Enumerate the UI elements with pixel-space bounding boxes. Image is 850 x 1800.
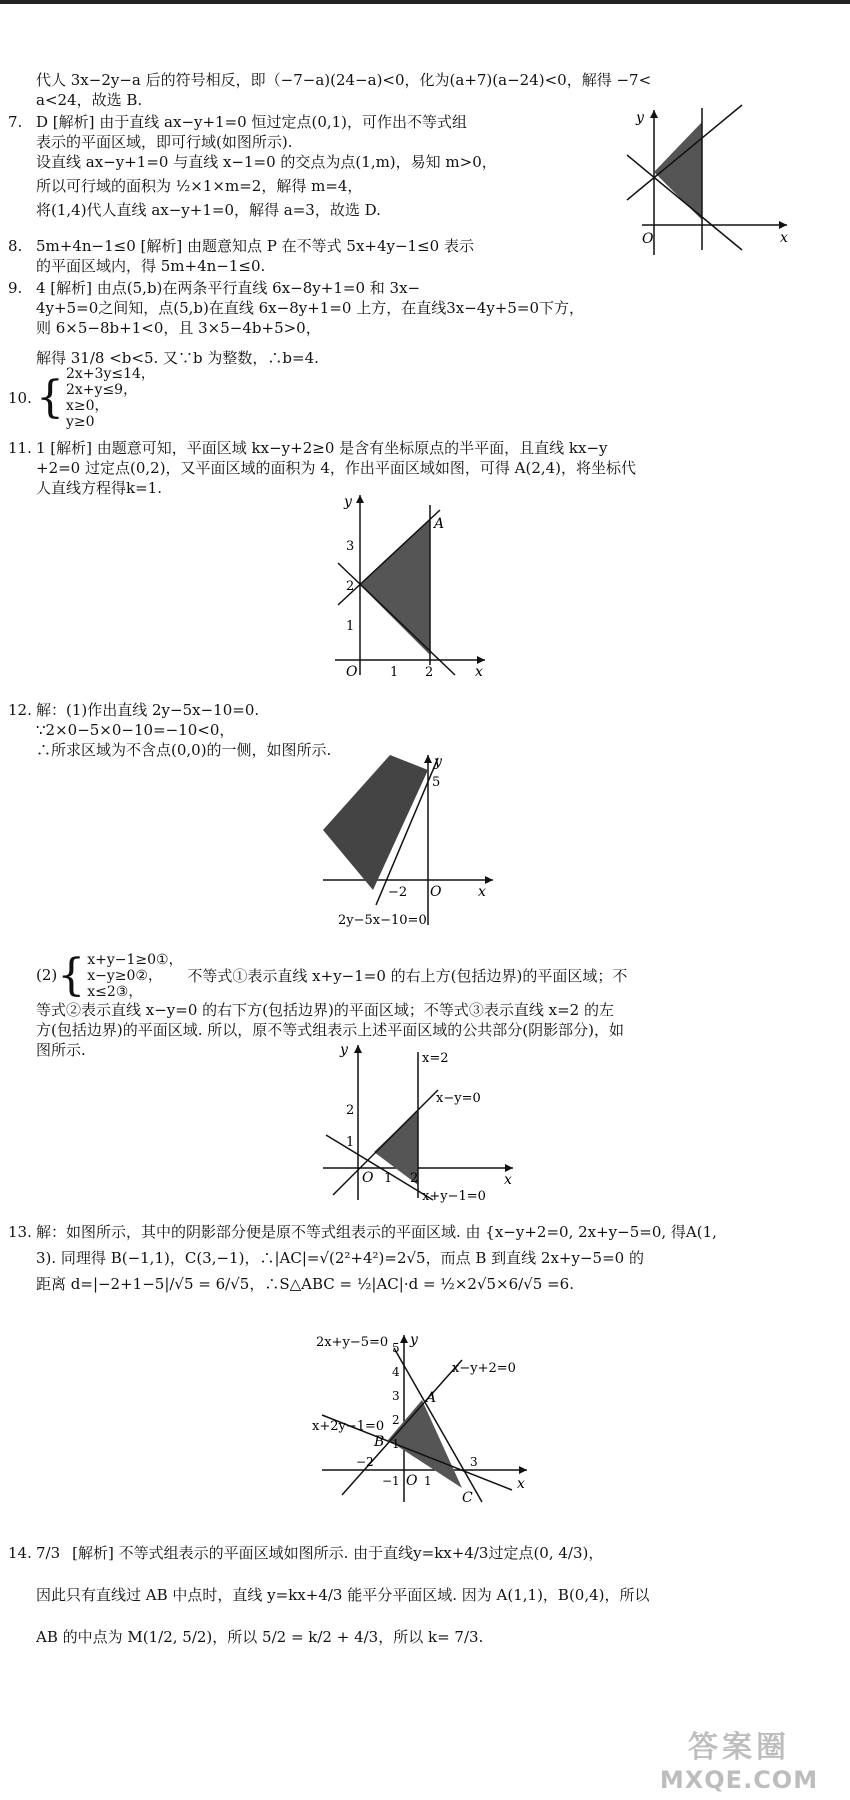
brace-icon: { bbox=[57, 950, 86, 1001]
text-line: 因此只有直线过 AB 中点时，直线 y=kx+4/3 能平分平面区域. 因为 A(1,1)，B(0,4)，所以 bbox=[36, 1586, 650, 1604]
problem-number: 7. bbox=[8, 113, 23, 131]
solution-14 bbox=[8, 1540, 798, 1650]
tick-label: 1 bbox=[424, 1474, 432, 1488]
problem-number: 13. bbox=[8, 1223, 32, 1241]
tick-label: 1 bbox=[392, 1437, 400, 1451]
x-axis-label: x bbox=[475, 664, 483, 680]
inequality: y≥0 bbox=[66, 414, 95, 430]
text-line: 不等式①表示直线 x+y−1=0 的右上方(包括边界)的平面区域；不 bbox=[187, 967, 628, 985]
text-line: a<24，故选 B. bbox=[36, 91, 143, 109]
x-axis-label: x bbox=[517, 1476, 525, 1492]
y-axis-label: y bbox=[636, 110, 644, 126]
inequality: 2x+3y≤14， bbox=[66, 366, 155, 382]
inequality: x≤2③， bbox=[87, 984, 143, 1000]
text-line: 的平面区域内，得 5m+4n−1≤0. bbox=[36, 257, 266, 275]
line-label: x−y+2=0 bbox=[452, 1361, 516, 1376]
origin-label: O bbox=[406, 1473, 418, 1489]
point-a-label: A bbox=[434, 516, 445, 532]
feasible-region bbox=[360, 520, 430, 655]
line-label: x=2 bbox=[422, 1051, 449, 1066]
y-axis-label: y bbox=[410, 1332, 418, 1348]
tick-label: −2 bbox=[388, 885, 408, 900]
tick-label: 2 bbox=[425, 665, 434, 680]
tick-label: 2 bbox=[392, 1413, 400, 1427]
tick-label: 2 bbox=[346, 579, 355, 594]
origin-label: O bbox=[430, 884, 442, 900]
inequality-system bbox=[87, 952, 182, 1000]
x-axis-label: x bbox=[780, 230, 788, 246]
text-line: 设直线 ax−y+1=0 与直线 x−1=0 的交点为点(1,m)，易知 m>0， bbox=[36, 153, 497, 171]
solution-9 bbox=[8, 278, 798, 368]
line-label: 2x+y−5=0 bbox=[316, 1335, 389, 1350]
tick-label: 5 bbox=[392, 1341, 400, 1355]
tick-label: 1 bbox=[346, 1135, 355, 1150]
point-b-label: B bbox=[374, 1434, 385, 1450]
text-line: 所以可行域的面积为 ½×1×m=2，解得 m=4， bbox=[36, 177, 363, 195]
top-rule bbox=[0, 0, 850, 4]
text-line: 图所示. bbox=[36, 1041, 86, 1059]
line-label: x−y=0 bbox=[436, 1091, 481, 1106]
y-axis-label: y bbox=[340, 1042, 348, 1058]
text-line: 等式②表示直线 x−y=0 的右下方(包括边界)的平面区域；不等式③表示直线 x=2 的左 bbox=[36, 1001, 614, 1019]
line-equation-label: 2y−5x−10=0 bbox=[338, 913, 427, 928]
tick-label: 3 bbox=[346, 539, 355, 554]
tick-label: −2 bbox=[356, 1455, 374, 1469]
tick-label: 4 bbox=[392, 1365, 400, 1379]
tick-label: 3 bbox=[470, 1455, 478, 1469]
problem-number: 12. bbox=[8, 701, 32, 719]
text-line: 代人 3x−2y−a 后的符号相反，即（−7−a)(24−a)<0，化为(a+7)(a−24)<0，解得 −7< bbox=[36, 71, 652, 89]
tick-label: 5 bbox=[432, 775, 441, 790]
tick-label: 3 bbox=[392, 1389, 400, 1403]
text-line: 解得 31/8 <b<5. 又∵b 为整数，∴b=4. bbox=[36, 349, 319, 367]
problem-number: 9. bbox=[8, 279, 23, 297]
origin-label: O bbox=[642, 231, 654, 247]
origin-label: O bbox=[346, 664, 358, 680]
answer: 7/3 bbox=[36, 1544, 61, 1562]
problem-number: 14. bbox=[8, 1544, 32, 1562]
text-line: 4y+5=0之间知，点(5,b)在直线 6x−8y+1=0 上方，在直线3x−4y+5=0下方， bbox=[36, 299, 585, 317]
text-line: AB 的中点为 M(1/2, 5/2)，所以 5/2 = k/2 + 4/3，所以 k= 7/3. bbox=[36, 1628, 484, 1646]
figure-11 bbox=[330, 490, 490, 680]
tick-label: 2 bbox=[346, 1103, 355, 1118]
line-label: x+2y−1=0 bbox=[312, 1419, 385, 1434]
inequality: x+y−1≥0①， bbox=[87, 952, 183, 968]
text-line: 3). 同理得 B(−1,1)，C(3,−1)，∴|AC|=√(2²+4²)=2√5，而点 B 到直线 2x+y−5=0 的 bbox=[36, 1249, 644, 1267]
x-axis-label: x bbox=[478, 884, 486, 900]
x-axis-label: x bbox=[504, 1172, 512, 1188]
shaded-region bbox=[323, 755, 428, 890]
solution-13 bbox=[8, 1222, 798, 1294]
point-a-label: A bbox=[426, 1390, 437, 1406]
line-label: x+y−1=0 bbox=[422, 1189, 486, 1204]
figure-13 bbox=[312, 1330, 532, 1505]
tick-label: 1 bbox=[390, 665, 399, 680]
tick-label: −1 bbox=[382, 1474, 400, 1488]
text-line: [解析] 不等式组表示的平面区域如图所示. 由于直线y=kx+4/3过定点(0, 4/3)， bbox=[72, 1544, 604, 1562]
text-line: +2=0 过定点(0,2)，又平面区域的面积为 4，作出平面区域如图，可得 A(2,4)，将坐标代 bbox=[36, 459, 637, 477]
y-axis-label: y bbox=[434, 754, 442, 770]
text-line: 解：(1)作出直线 2y−5x−10=0. bbox=[36, 701, 260, 719]
tick-label: 1 bbox=[384, 1171, 393, 1186]
tick-label: 2 bbox=[410, 1171, 419, 1186]
problem-number: 8. bbox=[8, 237, 23, 255]
text-line: 人直线方程得k=1. bbox=[36, 479, 162, 497]
part-label: (2) bbox=[36, 966, 58, 984]
inequality: x≥0， bbox=[66, 398, 109, 414]
problem-number: 10. bbox=[8, 389, 32, 407]
figure-12-part2 bbox=[318, 1040, 518, 1205]
solution-8 bbox=[8, 236, 798, 276]
tick-label: 1 bbox=[346, 619, 355, 634]
brace-icon: { bbox=[36, 372, 64, 423]
text-line: 表示的平面区域，即可行域(如图所示). bbox=[36, 133, 293, 151]
point-c-label: C bbox=[462, 1490, 473, 1505]
text-line: 1 [解析] 由题意可知，平面区域 kx−y+2≥0 是含有坐标原点的半平面，且直线 kx−y bbox=[36, 439, 608, 457]
inequality: 2x+y≤9， bbox=[66, 382, 138, 398]
problem-number: 11. bbox=[8, 439, 32, 457]
text-line: 则 6×5−8b+1<0，且 3×5−4b+5>0， bbox=[36, 319, 321, 337]
watermark-text: 答案圈 bbox=[688, 1730, 790, 1765]
text-line: 5m+4n−1≤0 [解析] 由题意知点 P 在不等式 5x+4y−1≤0 表示 bbox=[36, 237, 474, 255]
text-line: ∴所求区域为不含点(0,0)的一侧，如图所示. bbox=[36, 741, 332, 759]
text-line: D [解析] 由于直线 ax−y+1=0 恒过定点(0,1)，可作出不等式组 bbox=[36, 113, 468, 131]
text-line: 方(包括边界)的平面区域. 所以，原不等式组表示上述平面区域的公共部分(阴影部分)，如 bbox=[36, 1021, 624, 1039]
inequality: x−y≥0②， bbox=[87, 968, 162, 984]
solution-11 bbox=[8, 438, 798, 498]
text-line: ∵2×0−5×0−10=−10<0， bbox=[36, 721, 235, 739]
origin-label: O bbox=[362, 1170, 374, 1186]
y-axis-label: y bbox=[344, 494, 352, 510]
text-line: 距离 d=|−2+1−5|/√5 = 6/√5，∴S△ABC = ½|AC|·d = ½×2√5×6/√5 =6. bbox=[36, 1275, 574, 1293]
text-line: 将(1,4)代人直线 ax−y+1=0，解得 a=3，故选 D. bbox=[36, 201, 381, 219]
text-line: 解：如图所示，其中的阴影部分便是原不等式组表示的平面区域. 由 {x−y+2=0, 2x+y−5=0, 得A(1, bbox=[36, 1223, 717, 1241]
text-line: 4 [解析] 由点(5,b)在两条平行直线 6x−8y+1=0 和 3x− bbox=[36, 279, 421, 297]
watermark-logo bbox=[644, 1722, 834, 1792]
figure-12-part1 bbox=[318, 750, 498, 930]
solution-10 bbox=[8, 366, 798, 430]
watermark-url: MXQE.COM bbox=[659, 1766, 819, 1794]
inequality-system bbox=[66, 366, 155, 430]
